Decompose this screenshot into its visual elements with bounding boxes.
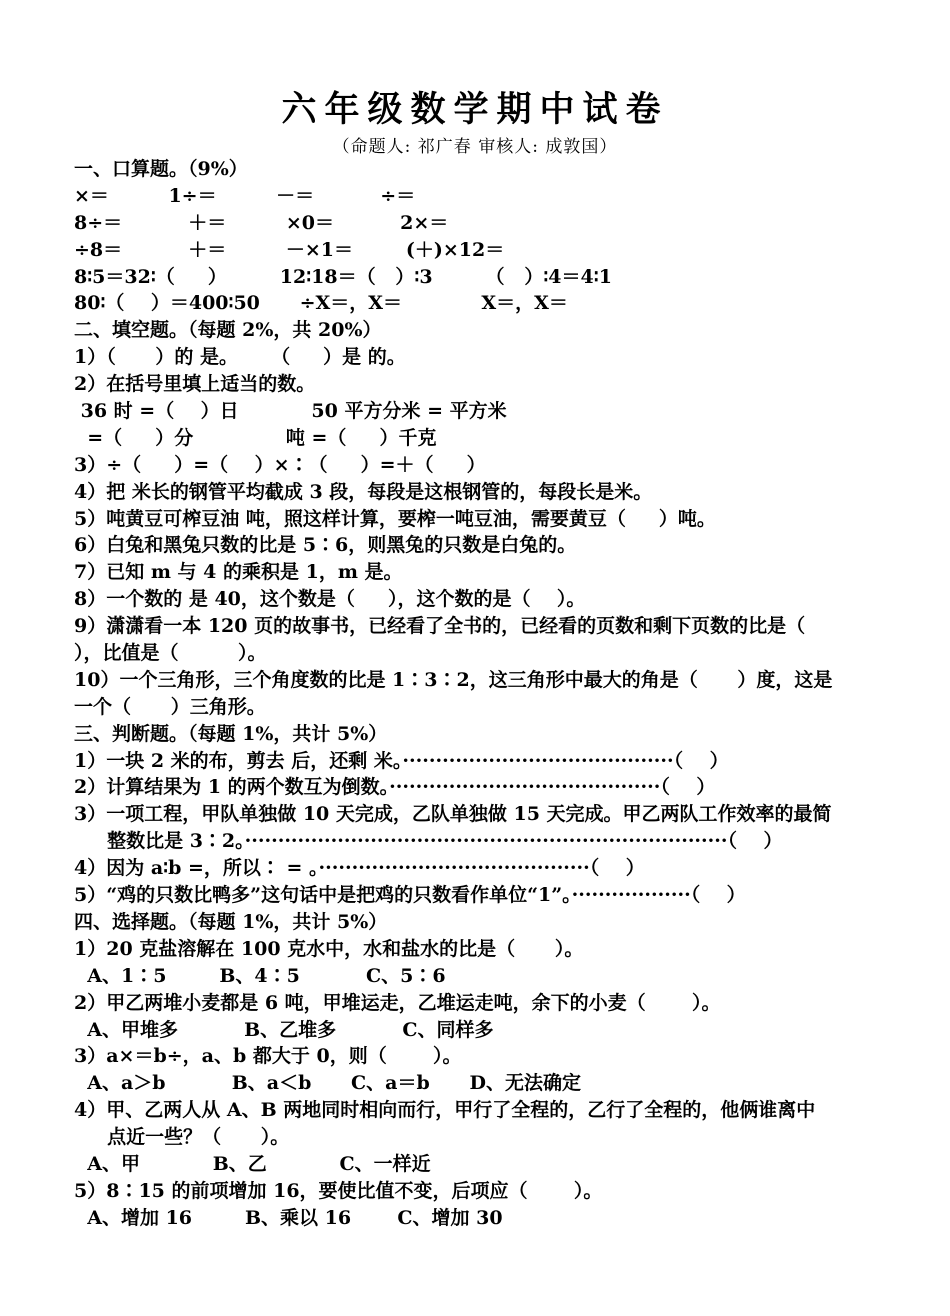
text-line: 8÷＝ ＋＝ ×0＝ 2×＝ [74, 211, 449, 234]
text-line: 点近一些？（ ）。 [74, 1126, 290, 1149]
text-line: 2）在括号里填上适当的数。 [74, 373, 316, 396]
text-line: 80∶（ ）＝400∶50 ÷X＝，X＝ X＝，X＝ [74, 292, 568, 315]
text-line: 36 时 =（ ）日 50 平方分米 = 平方米 [74, 400, 507, 423]
text-line: 3）÷（ ）=（ ）×∶（ ）=＋（ ） [74, 453, 486, 476]
text-line: 1）20 克盐溶解在 100 克水中，水和盐水的比是（ ）。 [74, 937, 584, 960]
section-heading: 四、选择题。（每题 1%，共计 5%） [74, 910, 388, 933]
section-heading: 二、填空题。（每题 2%，共 20%） [74, 319, 382, 342]
answer-options: A、甲 B、乙 C、一样近 [74, 1152, 431, 1175]
answer-options: A、1∶5 B、4∶5 C、5∶6 [74, 964, 446, 987]
text-line: 1）一块 2 米的布，剪去 后，还剩 米。·········································（ ） [74, 749, 729, 772]
text-line: 2）计算结果为 1 的两个数互为倒数。·········································（ ） [74, 776, 716, 799]
text-line: =（ ）分 吨 =（ ）千克 [74, 426, 437, 449]
text-line: 3）一项工程，甲队单独做 10 天完成，乙队单独做 15 天完成。甲乙两队工作效率的最简 [74, 803, 832, 826]
text-line: ÷8＝ ＋＝ －×1＝ (＋)×12＝ [74, 238, 505, 261]
text-line: 一个（ ）三角形。 [74, 695, 266, 718]
text-line: 2）甲乙两堆小麦都是 6 吨，甲堆运走，乙堆运走吨，余下的小麦（ ）。 [74, 991, 721, 1014]
text-line: 6）白兔和黑兔只数的比是 5∶6，则黑兔的只数是白兔的。 [74, 534, 577, 557]
text-line: ），比值是（ ）。 [74, 642, 267, 665]
answer-options: A、甲堆多 B、乙堆多 C、同样多 [74, 1018, 494, 1041]
text-line: 8）一个数的 是 40，这个数是（ ），这个数的是（ ）。 [74, 588, 586, 611]
text-line: 4）因为 a∶b =，所以∶ = 。·········································（ ） [74, 857, 645, 880]
answer-options: A、增加 16 B、乘以 16 C、增加 30 [74, 1206, 503, 1229]
text-line: 1）（ ）的 是。 （ ）是 的。 [74, 346, 406, 369]
text-line: 4）甲、乙两人从 A、B 两地同时相向而行，甲行了全程的，乙行了全程的，他俩谁离中 [74, 1099, 816, 1122]
text-line: 5）8∶15 的前项增加 16，要使比值不变，后项应（ ）。 [74, 1179, 603, 1202]
section-heading: 三、判断题。（每题 1%，共计 5%） [74, 722, 388, 745]
page-subtitle: （命题人: 祁广春 审核人: 成敦国） [332, 137, 618, 157]
exam-body [74, 156, 880, 1232]
text-line: 10）一个三角形，三个角度数的比是 1∶3∶2，这三角形中最大的角是（ ）度，这是 [74, 668, 833, 691]
text-line: 9）潇潇看一本 120 页的故事书，已经看了全书的，已经看的页数和剩下页数的比是（ [74, 615, 806, 638]
text-line: 整数比是 3∶2。·········································································（ ） [74, 830, 783, 853]
text-line: 5）“鸡的只数比鸭多”这句话中是把鸡的只数看作单位“1”。··················（ ） [74, 884, 746, 907]
text-line: ×＝ 1÷＝ －＝ ÷＝ [74, 184, 416, 207]
page-title: 六年级数学期中试卷 [281, 90, 669, 130]
text-line: 4）把 米长的钢管平均截成 3 段，每段是这根钢管的，每段长是米。 [74, 480, 653, 503]
section-heading: 一、口算题。（9%） [74, 158, 248, 180]
text-line: 3）a×＝b÷，a、b 都大于 0，则（ ）。 [74, 1045, 462, 1068]
text-line: 8∶5＝32∶（ ） 12∶18＝（ ）∶3 （ ）∶4＝4∶1 [74, 265, 612, 288]
text-line: 7）已知 m 与 4 的乘积是 1，m 是。 [74, 561, 403, 584]
answer-options: A、a＞b B、a＜b C、a＝b D、无法确定 [74, 1072, 581, 1095]
text-line: 5）吨黄豆可榨豆油 吨，照这样计算，要榨一吨豆油，需要黄豆（ ）吨。 [74, 507, 716, 530]
